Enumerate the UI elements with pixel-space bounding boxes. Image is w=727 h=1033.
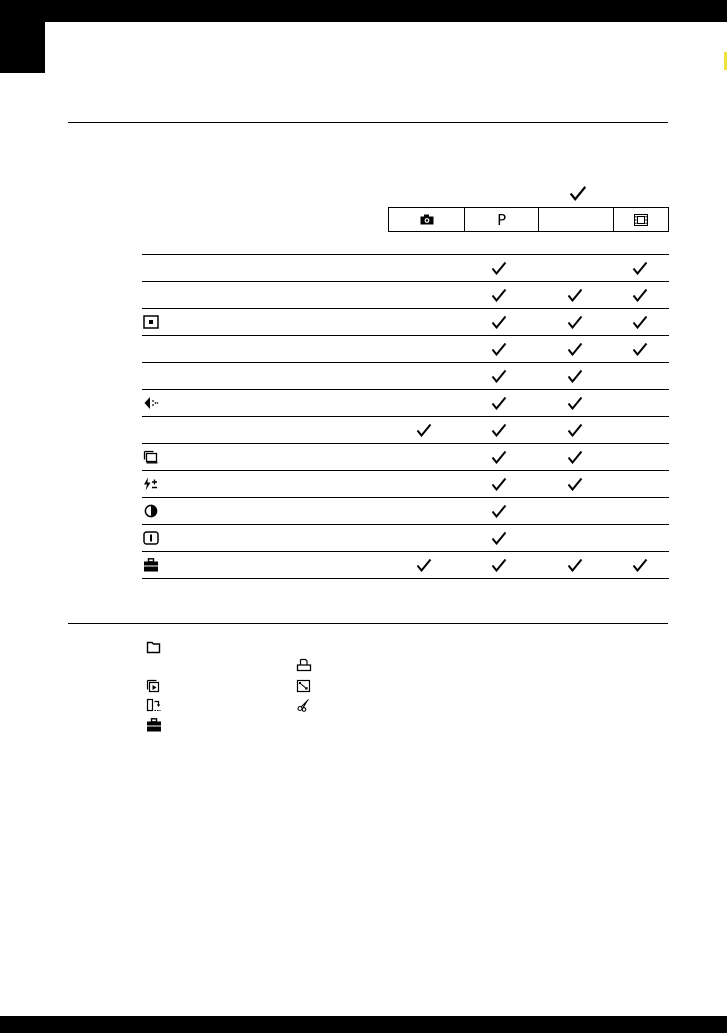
check-icon xyxy=(632,315,648,329)
check-icon xyxy=(567,423,583,437)
film-icon xyxy=(634,214,648,226)
check-icon xyxy=(491,423,507,437)
check-icon xyxy=(567,369,583,383)
check-icon xyxy=(491,558,507,572)
check-icon xyxy=(632,288,648,302)
burst-mode-icon xyxy=(143,450,159,464)
contrast-icon xyxy=(143,504,159,518)
menu-row xyxy=(142,335,669,362)
check-icon xyxy=(491,261,507,275)
check-icon xyxy=(632,342,648,356)
menu-row xyxy=(142,497,669,524)
chapter-tab xyxy=(0,22,45,73)
check-icon xyxy=(491,504,507,518)
mode-auto xyxy=(389,208,465,231)
bottom-black-bar xyxy=(0,1016,727,1033)
camera-icon xyxy=(420,214,434,225)
print-icon xyxy=(296,658,312,672)
menu-row xyxy=(142,254,669,281)
check-icon xyxy=(491,477,507,491)
check-icon xyxy=(491,288,507,302)
check-icon xyxy=(567,315,583,329)
menu-row xyxy=(142,389,669,416)
check-icon xyxy=(416,558,432,572)
mode-header xyxy=(388,207,669,232)
metering-mode-icon xyxy=(143,315,159,329)
menu-row xyxy=(142,470,669,497)
top-black-bar xyxy=(0,0,727,22)
check-icon xyxy=(567,558,583,572)
shooting-menu-table xyxy=(142,254,669,579)
slideshow-icon xyxy=(146,679,162,693)
mode-program xyxy=(465,208,538,231)
flash-adjust-icon xyxy=(143,477,159,491)
scene-mode-check-icon xyxy=(569,185,587,201)
menu-row xyxy=(142,551,669,579)
check-icon xyxy=(416,423,432,437)
mode-program-label: P xyxy=(497,210,507,229)
check-icon xyxy=(491,342,507,356)
setup-toolbox-icon xyxy=(146,718,162,732)
check-icon xyxy=(491,450,507,464)
flash-level-icon xyxy=(143,396,159,410)
menu-row xyxy=(142,308,669,335)
folder-icon xyxy=(146,640,162,654)
check-icon xyxy=(567,396,583,410)
check-icon xyxy=(567,342,583,356)
section-divider-top xyxy=(68,122,668,123)
setup-toolbox-icon xyxy=(143,558,159,572)
check-icon xyxy=(491,531,507,545)
check-icon xyxy=(567,288,583,302)
rotate-icon xyxy=(146,698,162,712)
menu-row xyxy=(142,281,669,308)
menu-row xyxy=(142,524,669,551)
check-icon xyxy=(491,396,507,410)
menu-row xyxy=(142,416,669,443)
menu-row xyxy=(142,443,669,470)
mode-movie xyxy=(614,208,668,231)
check-icon xyxy=(632,558,648,572)
check-icon xyxy=(567,477,583,491)
resize-icon xyxy=(296,679,312,693)
check-icon xyxy=(567,450,583,464)
menu-row xyxy=(142,362,669,389)
section-divider-bottom xyxy=(68,623,668,624)
check-icon xyxy=(491,369,507,383)
sharpness-icon xyxy=(143,531,159,545)
mode-scene xyxy=(539,208,614,231)
check-icon xyxy=(632,261,648,275)
check-icon xyxy=(491,315,507,329)
trimming-icon xyxy=(296,698,312,712)
